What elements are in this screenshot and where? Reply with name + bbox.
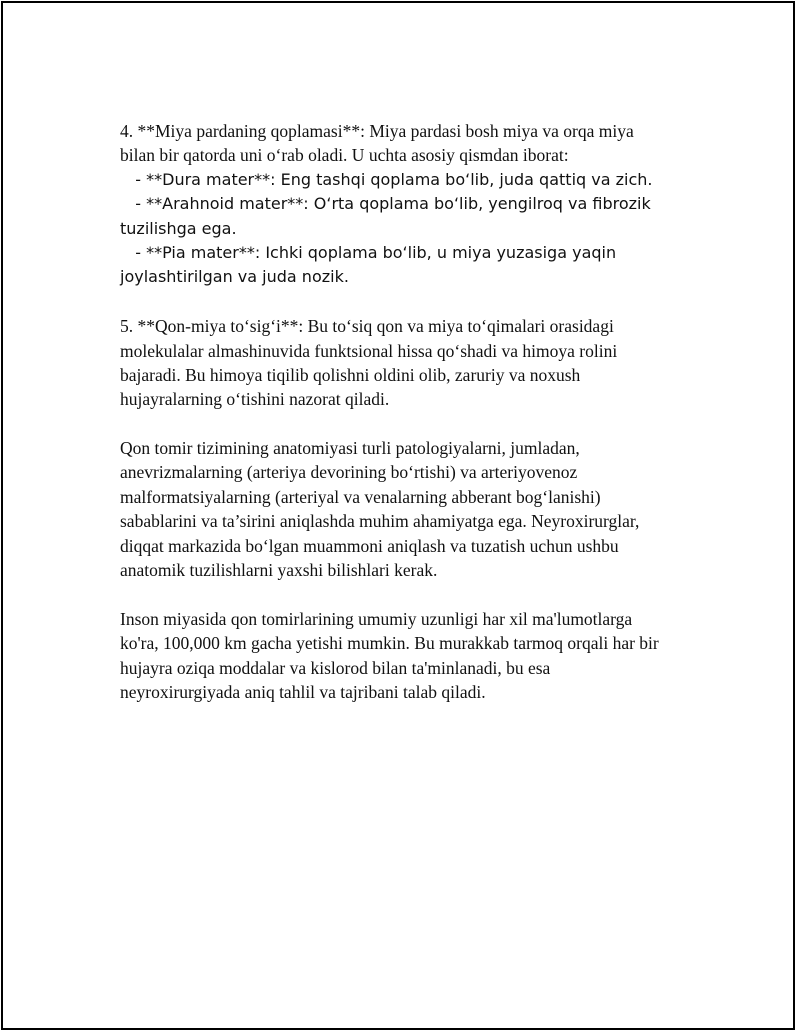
text-line: hujayralarning o‘tishini nazorat qiladi. [120, 389, 390, 410]
text-line: Inson miyasida qon tomirlarining umumiy uzunligi har xil ma'lumotlarga [120, 608, 633, 629]
paragraph-spacer [120, 290, 720, 314]
paragraph-spacer [120, 582, 720, 606]
text-line: neyroxirurgiyada aniq tahlil va tajribani talab qiladi. [120, 681, 486, 702]
section-meninges [120, 119, 720, 290]
text-line: molekulalar almashinuvida funktsional hissa qo‘shadi va himoya rolini [120, 340, 618, 361]
document-body [120, 119, 720, 704]
list-item-pia-mater: - **Pia mater**: Ichki qoplama bo‘lib, u miya yuzasiga yaqin [120, 242, 617, 262]
text-line: Qon tomir tizimining anatomiyasi turli patologiyalarni, jumladan, [120, 438, 580, 459]
text-line: bilan bir qatorda uni o‘rab oladi. U uchta asosiy qismdan iborat: [120, 145, 569, 166]
paragraph-spacer [120, 412, 720, 436]
text-line: ko'ra, 100,000 km gacha yetishi mumkin. Bu murakkab tarmoq orqali har bir [120, 633, 659, 654]
list-item-dura-mater: - **Dura mater**: Eng tashqi qoplama bo‘lib, juda qattiq va zich. [120, 169, 653, 189]
list-item-arachnoid-mater: - **Arahnoid mater**: O‘rta qoplama bo‘lib, yengilroq va fibrozik [120, 194, 651, 214]
text-line: malformatsiyalarning (arteriyal va venalarning abberant bog‘lanishi) [120, 486, 601, 507]
text-line: diqqat markazida bo‘lgan muammoni aniqlash va tuzatish uchun ushbu [120, 535, 619, 556]
text-line: joylashtirilgan va juda nozik. [120, 267, 349, 287]
paragraph-vascular-anatomy [120, 436, 720, 582]
text-line: bajaradi. Bu himoya tiqilib qolishni oldini olib, zaruriy va noxush [120, 364, 581, 385]
document-page [1, 1, 795, 1030]
text-line: 5. **Qon-miya to‘sig‘i**: Bu to‘siq qon va miya to‘qimalari orasidagi [120, 316, 614, 337]
text-line: anevrizmalarning (arteriya devorining bo‘rtishi) va arteriyovenoz [120, 462, 578, 483]
text-line: tuzilishga ega. [120, 218, 237, 238]
text-line: sabablarini va ta’sirini aniqlashda muhim ahamiyatga ega. Neyroxirurglar, [120, 511, 640, 532]
text-line: 4. **Miya pardaning qoplamasi**: Miya pardasi bosh miya va orqa miya [120, 121, 634, 141]
text-line: anatomik tuzilishlarni yaxshi bilishlari kerak. [120, 560, 438, 581]
paragraph-vessel-length [120, 607, 720, 705]
text-line: hujayra oziqa moddalar va kislorod bilan ta'minlanadi, bu esa [120, 657, 551, 678]
section-blood-brain-barrier [120, 314, 720, 412]
